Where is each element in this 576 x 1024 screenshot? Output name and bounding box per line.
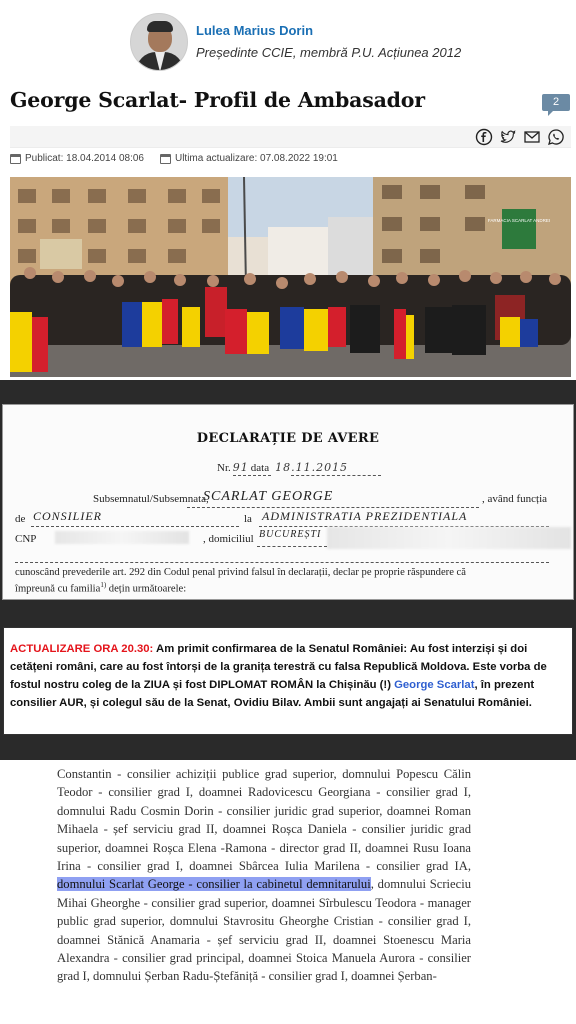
update-notice xyxy=(3,627,573,735)
comment-count-badge[interactable]: 2 xyxy=(542,94,570,111)
subsemnatul-label: Subsemnatul/Subsemnata, xyxy=(93,493,209,505)
staff-list-text: Constantin - consilier achiziții publice grad superior, domnului Popescu Călin Teodor - consilier grad I, doamnei Radovicescu Georgiana - consilier grad I, domnului Radu Cosmin Dorin - consilier juridic grad superior, doamnei Roman Mihaela - șef serviciu grad II, doamnei Roșca Daniela - consilier juridic grad superior, doamnei Roșca Elena -Ramona - director grad II, doamnei Rusu Ioana Irina - consilier grad I, doamnei Sbârcea Iulia Marilena - consilier grad IA, domnului Scarlat George - consilier la cabinetul demnitarului, domnului Scrieciu Mihai Gheorghe - consilier grad superior, doamnei Sîrbulescu Teodora - manager public grad superior, domnului Stavrositu Gheorghe Cristian - consilier grad I, doamnei Stănică Anamaria - șef serviciu grad II, doamnei Stoenescu Maria Alexandra - consilier grad principal, doamnei Stoica Manuela Aurora - consilier grad I, domnului Șerban Radu-Ștefăniță - consilier grad I, doamnei Șerban- xyxy=(57,767,471,984)
declarant-address: BUCUREȘTI xyxy=(259,529,322,540)
address-redacted xyxy=(327,527,571,549)
declaration-title: DECLARAȚIE DE AVERE xyxy=(196,431,380,446)
declaration-body-2: împreună cu familia$^{1)}$ dețin următoarele: xyxy=(15,581,187,595)
declaration-document: DECLARAȚIE DE AVERE Nr. 91 data 18.11.2015 Subsemnatul/Subsemnata, SCARLAT GEORGE , având funcția de CONSILIER la ADMINISTRATIA PREZIDENTIALA CNP , domiciliul BUCUREȘTI cunoscând prevederile art. 292 din Codul penal privind falsul în declarații, declar pe proprie răspundere că împreună cu familia$^{1)}$ dețin următoarele: xyxy=(2,404,574,600)
author-block[interactable] xyxy=(130,12,461,72)
author-role: Președinte CCIE, membră P.U. Acțiunea 2012 xyxy=(196,44,462,60)
declarant-institution: ADMINISTRATIA PREZIDENTIALA xyxy=(262,509,468,523)
twitter-icon[interactable] xyxy=(499,128,517,146)
share-bar xyxy=(10,126,571,148)
article-title: George Scarlat- Profil de Ambasador xyxy=(10,88,425,112)
author-avatar[interactable] xyxy=(130,13,188,71)
cnp-redacted xyxy=(55,531,189,544)
article-panel xyxy=(0,0,576,380)
declaration-date: 18.11.2015 xyxy=(275,461,349,474)
george-scarlat-link[interactable]: George Scarlat xyxy=(394,679,475,691)
article-photo xyxy=(10,177,571,377)
declaration-body-1: cunoscând prevederile art. 292 din Codul penal privind falsul în declarații, declar pe proprie răspundere că xyxy=(15,567,466,578)
calendar-icon xyxy=(10,154,21,164)
declaration-number: 91 xyxy=(232,461,249,474)
highlighted-entry: domnului Scarlat George - consilier la cabinetul demnitarului xyxy=(57,877,371,892)
email-icon[interactable] xyxy=(523,128,541,146)
author-name[interactable]: Lulea Marius Dorin xyxy=(196,22,314,38)
updated-date: Ultima actualizare: 07.08.2022 19:01 xyxy=(174,153,338,164)
article-dates xyxy=(10,153,338,164)
declarant-function: CONSILIER xyxy=(33,509,102,523)
published-date: Publicat: 18.04.2014 08:06 xyxy=(25,153,144,164)
pharmacy-sign: FARMACIA SCARLAT ANDREI xyxy=(487,218,551,223)
functia-label: , având funcția xyxy=(482,493,548,505)
declaration-number-line: Nr. 91 data 18.11.2015 xyxy=(217,461,349,474)
facebook-icon[interactable] xyxy=(475,128,493,146)
declarant-name: SCARLAT GEORGE xyxy=(203,489,334,504)
update-text: ACTUALIZARE ORA 20.30: Am primit confirmarea de la Senatul României: Au fost interziși și doi cetățeni români, care au fost întorși de la granița terestră cu falsa Republică Moldova. Este vorba de fostul nostru coleg de la ZIUA și fost DIPLOMAT ROMÂN la Chișinău (!) George Scarlat, în prezent consilier AUR, și colegul său de la Senat, Ovidiu Bilav. Ambii sunt angajați ai Senatului României. xyxy=(10,643,547,709)
calendar-icon xyxy=(160,154,171,164)
update-label: ACTUALIZARE ORA 20.30: xyxy=(10,643,154,655)
whatsapp-icon[interactable] xyxy=(547,128,565,146)
staff-list-document xyxy=(0,760,576,1024)
